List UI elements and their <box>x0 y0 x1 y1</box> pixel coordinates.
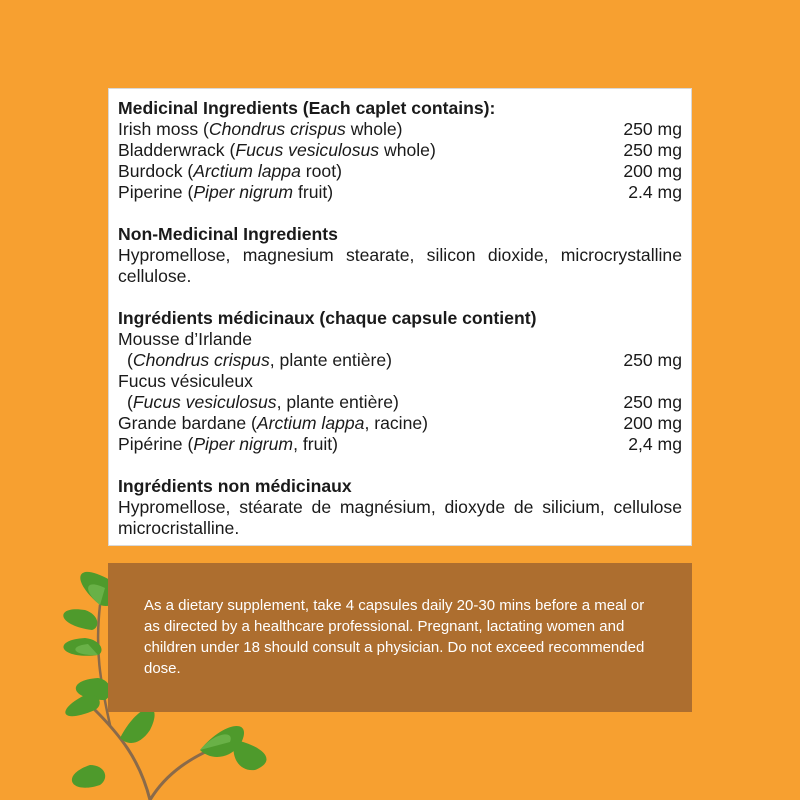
ingredient-amount: 2.4 mg <box>628 182 682 202</box>
ingredient-name: Fucus vésiculeux <box>118 371 253 391</box>
medicinal-ingredients-fr <box>118 308 682 455</box>
ingredient-amount: 2,4 mg <box>628 434 682 454</box>
ingredient-name: Irish moss (Chondrus crispus whole) <box>118 119 403 139</box>
dosage-notice <box>108 563 692 712</box>
ingredient-name: Mousse d’Irlande <box>118 329 252 349</box>
section-heading: Non-Medicinal Ingredients <box>118 224 338 244</box>
section-heading: Medicinal Ingredients (Each caplet contains): <box>118 98 496 118</box>
ingredient-row <box>118 161 682 182</box>
ingredient-name: Grande bardane (Arctium lappa, racine) <box>118 413 429 433</box>
medicinal-ingredients-en <box>118 98 682 203</box>
ingredient-name: Burdock (Arctium lappa root) <box>118 161 342 181</box>
ingredient-row <box>118 392 682 413</box>
ingredient-list-text: Hypromellose, magnesium stearate, silicon dioxide, microcrystalline cellulose. <box>118 245 682 286</box>
ingredient-row <box>118 182 682 203</box>
ingredient-row <box>118 119 682 140</box>
dosage-notice-text: As a dietary supplement, take 4 capsules daily 20-30 mins before a meal or as directed by a healthcare professional. Pregnant, lactating women and children under 18 should consult a physician. Do not exceed recommended dose. <box>144 597 645 677</box>
nonmedicinal-ingredients-en <box>118 224 682 287</box>
ingredient-amount: 250 mg <box>623 140 682 160</box>
ingredient-amount: 200 mg <box>623 161 682 181</box>
ingredient-amount: 250 mg <box>623 350 682 370</box>
ingredient-latin: (Chondrus crispus, plante entière) <box>127 350 393 370</box>
ingredients-panel <box>108 88 692 546</box>
ingredient-row <box>118 434 682 455</box>
ingredient-row <box>118 350 682 371</box>
section-heading: Ingrédients non médicinaux <box>118 476 352 496</box>
ingredient-amount: 250 mg <box>623 392 682 412</box>
ingredient-amount: 250 mg <box>623 119 682 139</box>
nonmedicinal-ingredients-fr <box>118 476 682 539</box>
section-heading: Ingrédients médicinaux (chaque capsule contient) <box>118 308 537 328</box>
ingredient-name: Piperine (Piper nigrum fruit) <box>118 182 334 202</box>
ingredient-name: Pipérine (Piper nigrum, fruit) <box>118 434 339 454</box>
ingredient-row <box>118 140 682 161</box>
ingredient-list-text: Hypromellose, stéarate de magnésium, dioxyde de silicium, cellulose microcristalline. <box>118 497 682 538</box>
ingredient-name: Bladderwrack (Fucus vesiculosus whole) <box>118 140 436 160</box>
ingredient-amount: 200 mg <box>623 413 682 433</box>
ingredient-row <box>118 413 682 434</box>
ingredient-latin: (Fucus vesiculosus, plante entière) <box>127 392 399 412</box>
